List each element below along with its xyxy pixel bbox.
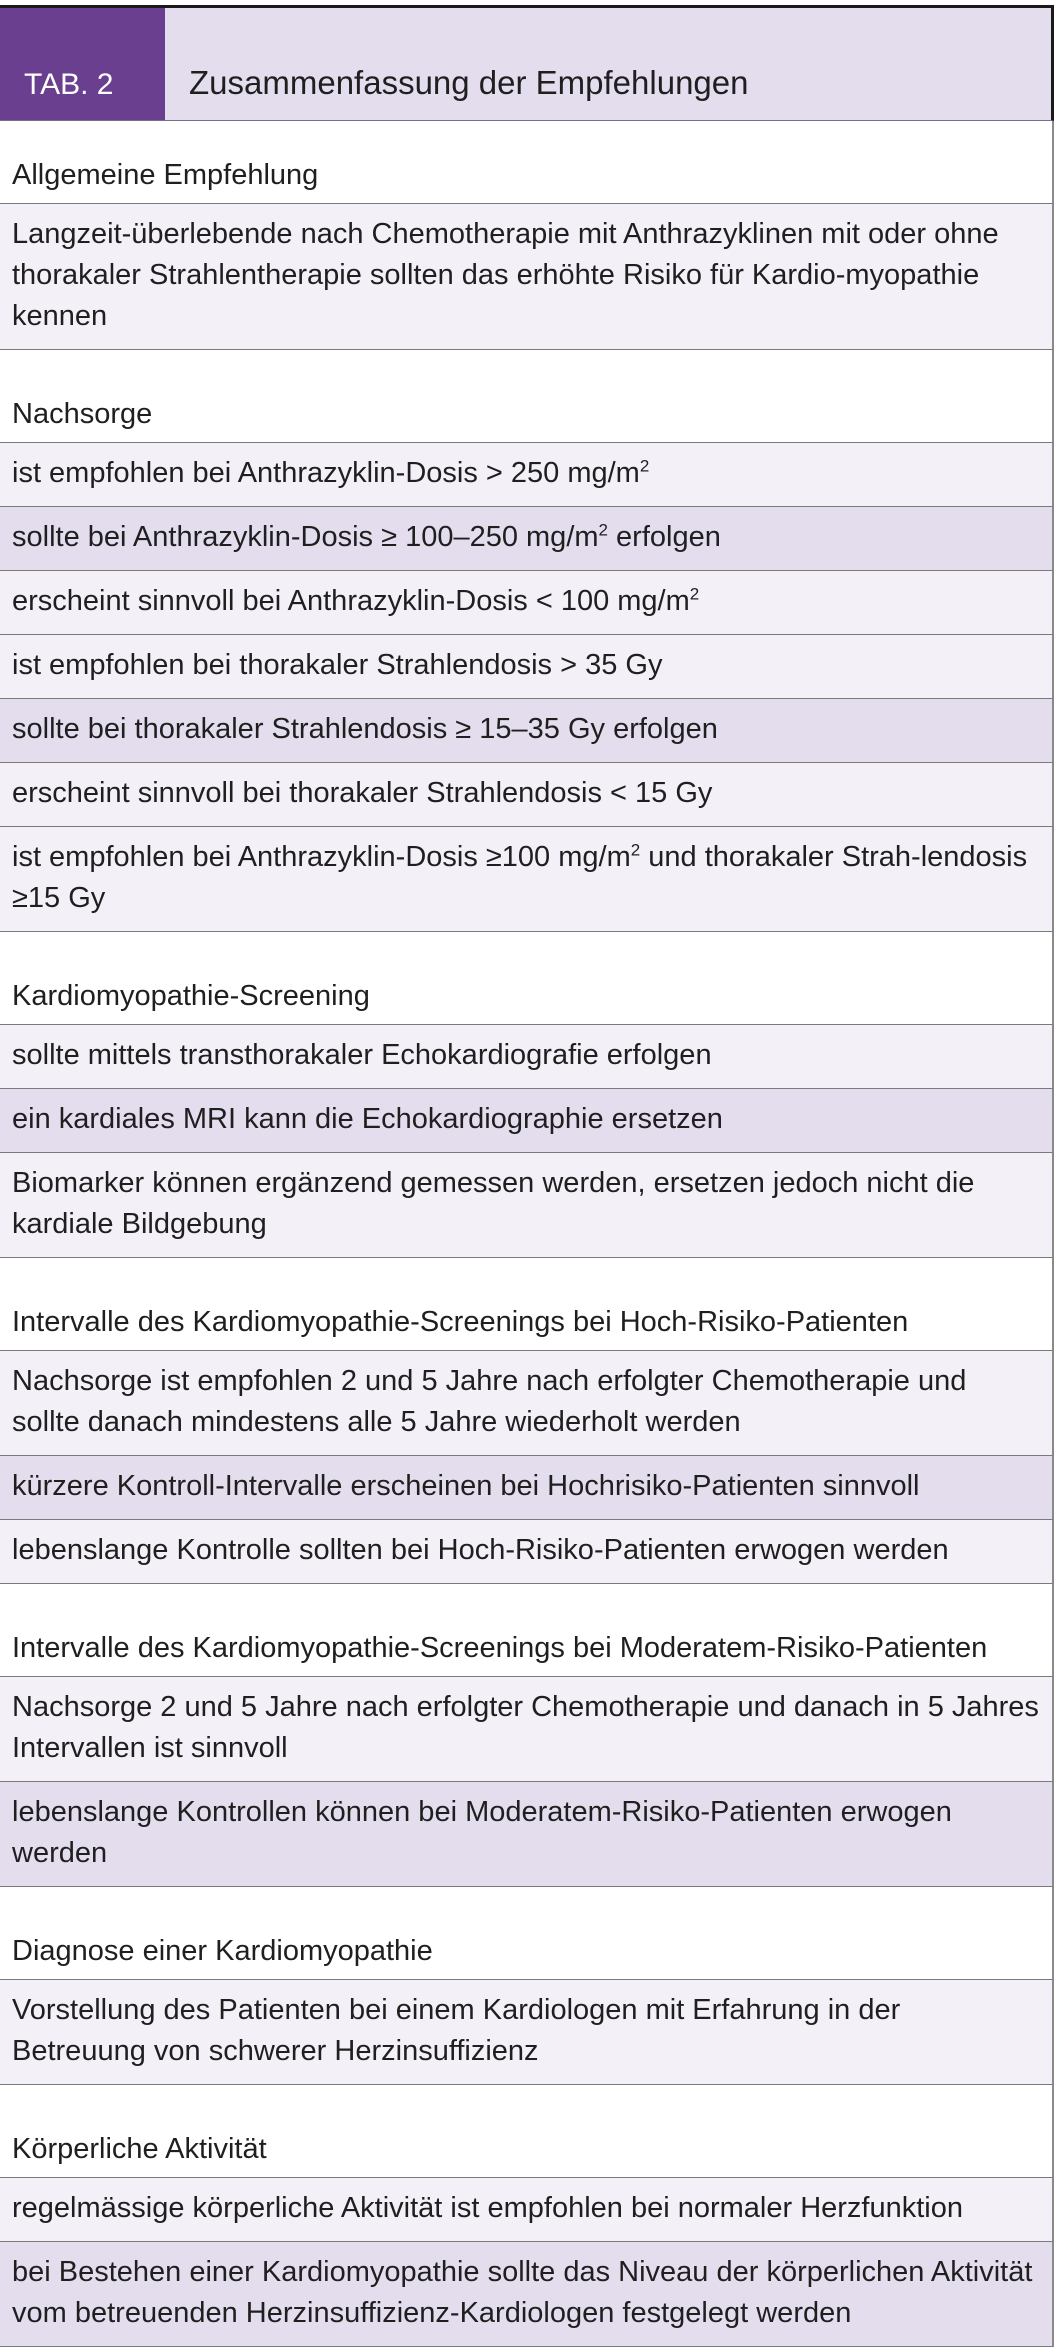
table-row: bei Bestehen einer Kardiomyopathie sollte das Niveau der körperlichen Aktivität vom betreuenden Herzinsuffizienz-Kardiologen festgelegt werden: [0, 2241, 1054, 2347]
table-number-badge: TAB. 2: [0, 8, 165, 120]
table-row: ein kardiales MRI kann die Echokardiographie ersetzen: [0, 1088, 1054, 1152]
table-row: sollte mittels transthorakaler Echokardiografie erfolgen: [0, 1024, 1054, 1088]
table-section: [0, 1887, 1054, 2085]
table-row: erscheint sinnvoll bei thorakaler Strahlendosis < 15 Gy: [0, 762, 1054, 826]
table-row: ist empfohlen bei Anthrazyklin-Dosis > 250 $mg/m^2$: [0, 442, 1054, 506]
table-row: erscheint sinnvoll bei Anthrazyklin-Dosis < 100 $mg/m^2$: [0, 570, 1054, 634]
table-section: [0, 1258, 1054, 1584]
section-heading: Intervalle des Kardiomyopathie-Screenings bei Hoch-Risiko-Patienten: [0, 1258, 1054, 1350]
table-row: sollte bei thorakaler Strahlendosis ≥ 15–35 Gy erfolgen: [0, 698, 1054, 762]
table-row: Langzeit-überlebende nach Chemotherapie mit Anthrazyklinen mit oder ohne thorakaler Strahlentherapie sollten das erhöhte Risiko für Kardio-myopathie kennen: [0, 203, 1054, 350]
table-row: lebenslange Kontrollen können bei Moderatem-Risiko-Patienten erwogen werden: [0, 1781, 1054, 1887]
table-body: [0, 121, 1054, 2347]
table-row: Vorstellung des Patienten bei einem Kardiologen mit Erfahrung in der Betreuung von schwerer Herzinsuffizienz: [0, 1979, 1054, 2085]
section-heading: Allgemeine Empfehlung: [0, 121, 1054, 203]
table-row: Nachsorge ist empfohlen 2 und 5 Jahre nach erfolgter Chemotherapie und sollte danach mindestens alle 5 Jahre wiederholt werden: [0, 1350, 1054, 1455]
section-heading: Nachsorge: [0, 350, 1054, 442]
table-section: [0, 1584, 1054, 1887]
section-heading: Kardiomyopathie-Screening: [0, 932, 1054, 1024]
section-heading: Diagnose einer Kardiomyopathie: [0, 1887, 1054, 1979]
table-section: [0, 932, 1054, 1258]
table-title: Zusammenfassung der Empfehlungen: [189, 64, 749, 101]
table-row: kürzere Kontroll-Intervalle erscheinen bei Hochrisiko-Patienten sinnvoll: [0, 1455, 1054, 1519]
section-heading: Körperliche Aktivität: [0, 2085, 1054, 2177]
table-row: regelmässige körperliche Aktivität ist empfohlen bei normaler Herzfunktion: [0, 2177, 1054, 2241]
table-section: [0, 350, 1054, 932]
table-section: [0, 121, 1054, 350]
table-row: Biomarker können ergänzend gemessen werden, ersetzen jedoch nicht die kardiale Bildgebung: [0, 1152, 1054, 1258]
table-row: Nachsorge 2 und 5 Jahre nach erfolgter Chemotherapie und danach in 5 Jahres Intervallen ist sinnvoll: [0, 1676, 1054, 1781]
table-header: [0, 5, 1054, 121]
table-row: lebenslange Kontrolle sollten bei Hoch-Risiko-Patienten erwogen werden: [0, 1519, 1054, 1584]
table-row: ist empfohlen bei thorakaler Strahlendosis > 35 Gy: [0, 634, 1054, 698]
table-section: [0, 2085, 1054, 2347]
table-row: sollte bei Anthrazyklin-Dosis ≥ 100–250 $mg/m^2$ erfolgen: [0, 506, 1054, 570]
section-heading: Intervalle des Kardiomyopathie-Screenings bei Moderatem-Risiko-Patienten: [0, 1584, 1054, 1676]
table-row: ist empfohlen bei Anthrazyklin-Dosis ≥100 $mg/m^2$ und thorakaler Strah-lendosis ≥15 Gy: [0, 826, 1054, 932]
table-frame: [0, 5, 1054, 2347]
